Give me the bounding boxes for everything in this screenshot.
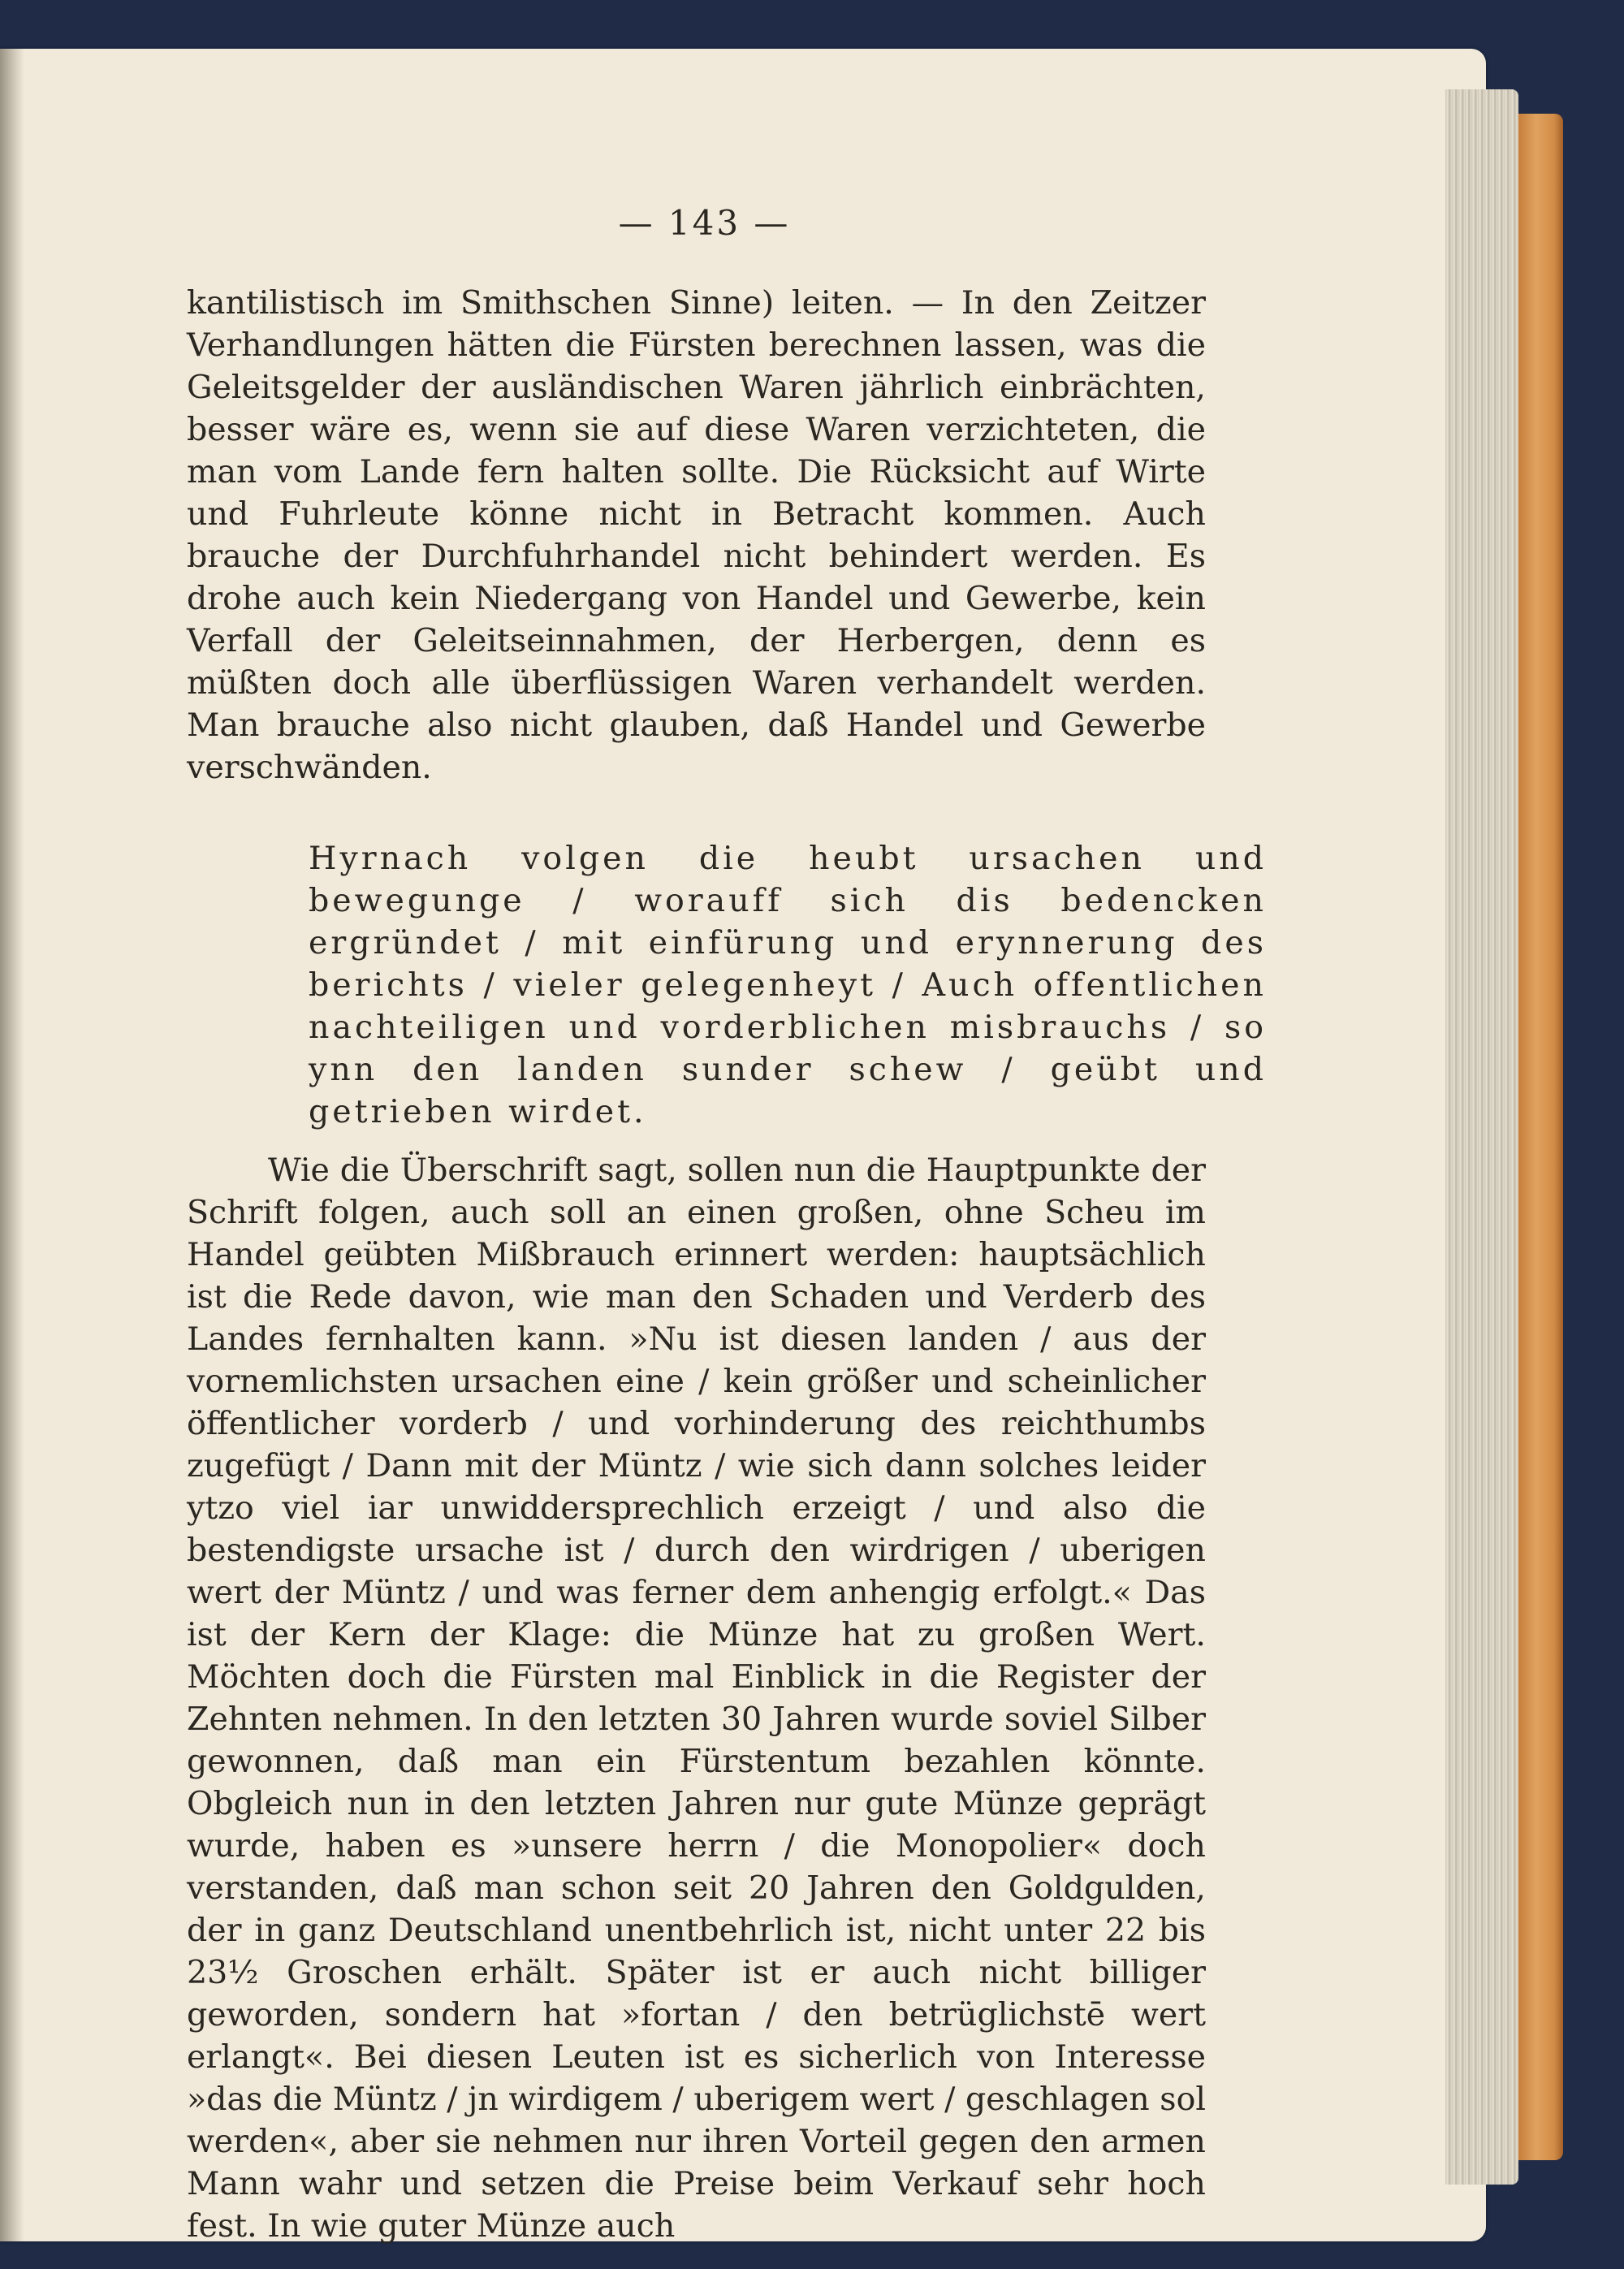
page-edges (1445, 89, 1518, 2185)
page-content (187, 203, 1267, 2247)
book-cover-edge (1518, 114, 1563, 2160)
block-quote: Hyrnach volgen die heubt ursachen und bewegunge / worauff sich dis bedencken ergründet / mit einfürung und erynnerung des berichts / vieler gelegenheyt / Auch offentlichen nachteiligen und vorderblichen misbrauchs / so ynn den landen sunder schew / geübt und getrieben wirdet. (309, 840, 1267, 1130)
paragraph-1: kantilistisch im Smithschen Sinne) leiten. — In den Zeitzer Verhandlungen hätten die Fürsten berechnen lassen, was die Geleitsgelder der ausländischen Waren jährlich einbrächten, besser wäre es, wenn sie auf diese Waren verzichteten, die man vom Lande fern halten sollte. Die Rücksicht auf Wirte und Fuhrleute könne nicht in Betracht kommen. Auch brauche der Durchfuhrhandel nicht behindert werden. Es drohe auch kein Niedergang von Handel und Gewerbe, kein Verfall der Geleitseinnahmen, der Herbergen, denn es müßten doch alle überflüssigen Waren verhandelt werden. Man brauche also nicht glauben, daß Handel und Gewerbe verschwänden. (187, 284, 1206, 786)
page-gutter (0, 49, 24, 2241)
paragraph-2: Wie die Überschrift sagt, sollen nun die Hauptpunkte der Schrift folgen, auch soll an einen großen, ohne Scheu im Handel geübten Mißbrauch erinnert werden: hauptsächlich ist die Rede davon, wie man den Schaden und Verderb des Landes fernhalten kann. »Nu ist diesen landen / aus der vornemlichsten ursachen eine / kein größer und scheinlicher öffentlicher vorderb / und vorhinderung des reichthumbs zugefügt / Dann mit der Müntz / wie sich dann solches leider ytzo viel iar unwiddersprechlich erzeigt / und also die bestendigste ursache ist / durch den wirdrigen / uberigen wert der Müntz / und was ferner dem anhengig erfolgt.« Das ist der Kern der Klage: die Münze hat zu großen Wert. Möchten doch die Fürsten mal Einblick in die Register der Zehnten nehmen. In den letzten 30 Jahren wurde soviel Silber gewonnen, daß man ein Fürstentum bezahlen könnte. Obgleich nun in den letzten Jahren nur gute Münze geprägt wurde, haben es »unsere herrn / die Monopolier« doch verstanden, daß man schon seit 20 Jahren den Goldgulden, der in ganz Deutschland unentbehrlich ist, nicht unter 22 bis 23½ Groschen erhält. Später ist er auch nicht billiger geworden, sondern hat »fortan / den betrüglichstē wert erlangt«. Bei diesen Leuten ist es sicherlich von Interesse »das die Müntz / jn wirdigem / uberigem wert / geschlagen sol werden«, aber sie nehmen nur ihren Vorteil gegen den armen Mann wahr und setzen die Preise beim Verkauf sehr hoch fest. In wie guter Münze auch (187, 1152, 1206, 2245)
page-number: — 143 — (618, 203, 791, 243)
